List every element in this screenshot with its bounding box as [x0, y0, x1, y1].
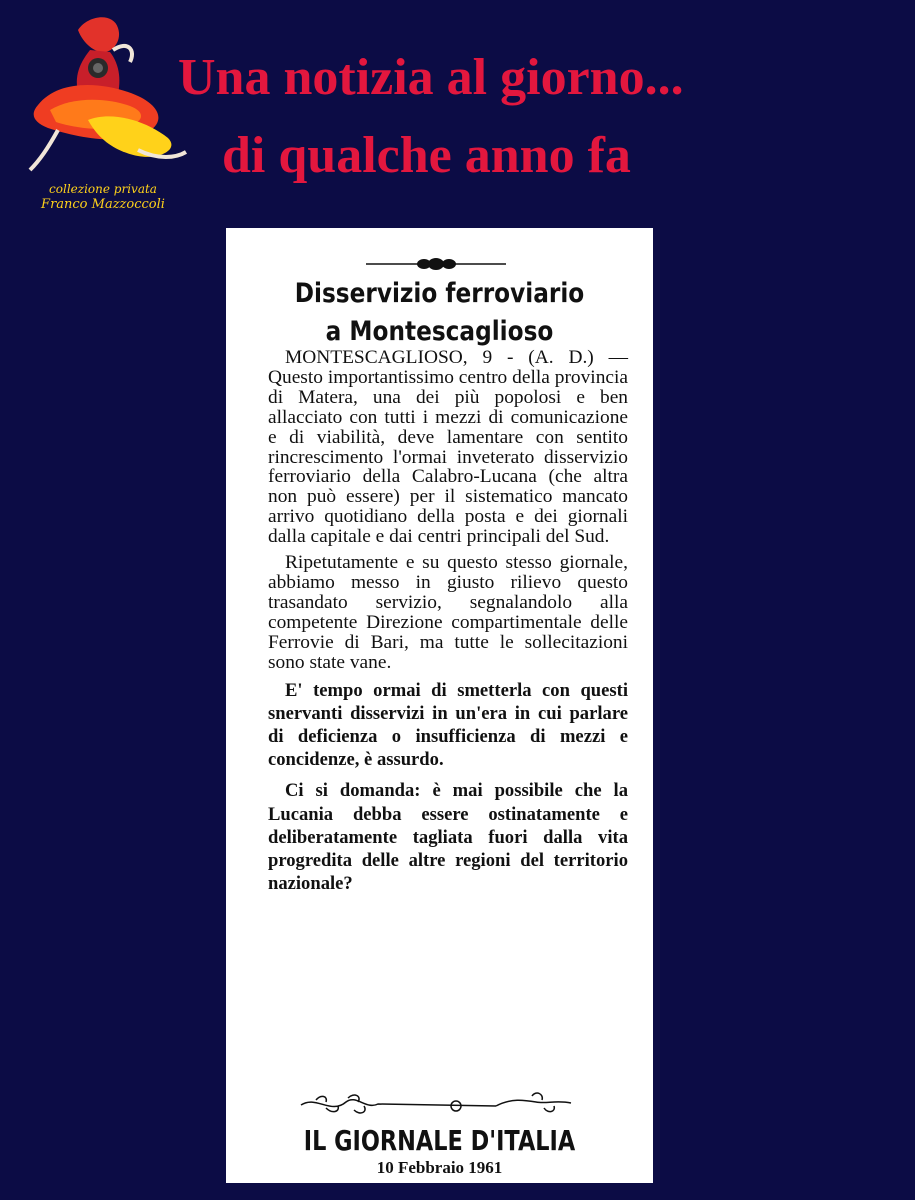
headline-line2: di qualche anno fa [222, 127, 631, 184]
newspaper-name: IL GIORNALE D'ITALIA [303, 1124, 576, 1157]
logo-caption [18, 182, 188, 213]
article-paragraph: E' tempo ormai di smetterla con questi snervanti disservizi in un'era in cui parlare di deficienza o insufficienza di mezzi e concidenze, è assurdo. [268, 679, 628, 771]
headline-line1: Una notizia al giorno... [178, 49, 684, 106]
article-title-line1: Disservizio ferroviario [294, 278, 585, 309]
photographer-figure-icon [18, 10, 188, 185]
newspaper-clipping [226, 228, 653, 1183]
ornament-divider-icon [366, 256, 506, 272]
collection-logo [18, 10, 188, 225]
floral-divider-icon [296, 1090, 586, 1120]
logo-caption-line1: collezione privata [49, 182, 157, 196]
logo-caption-line2: Franco Mazzoccoli [41, 197, 165, 212]
article-paragraph: MONTESCAGLIOSO, 9 - (A. D.) — Questo importantissimo centro della provincia di Matera, una dei più popolosi e ben allacciato con tutti i mezzi di comunicazione e di viabilità, deve lamentare con sentito rincrescimento l'ormai inveterato disservizio ferroviario della Calabro-Lucana (che altra non può essere) per il sistematico mancato arrivo quotidiano della posta e dei giornali dalla capitale e dai centri principali del Sud. [268, 347, 628, 548]
article-paragraph: Ripetutamente e su questo stesso giornale, abbiamo messo in giusto rilievo questo trasandato servizio, segnalandolo alla competente Direzione compartimentale delle Ferrovie di Bari, ma tutte le sollecitazioni sono state vane. [268, 552, 628, 673]
article-paragraph: Ci si domanda: è mai possibile che la Lucania debba essere ostinatamente e deliberatamente tagliata fuori dalla vita progredita delle altre regioni del territorio nazionale? [268, 780, 628, 895]
publication-date: 10 Febbraio 1961 [376, 1158, 503, 1177]
article-body [268, 348, 628, 895]
article-title-line2: a Montescaglioso [325, 316, 554, 347]
